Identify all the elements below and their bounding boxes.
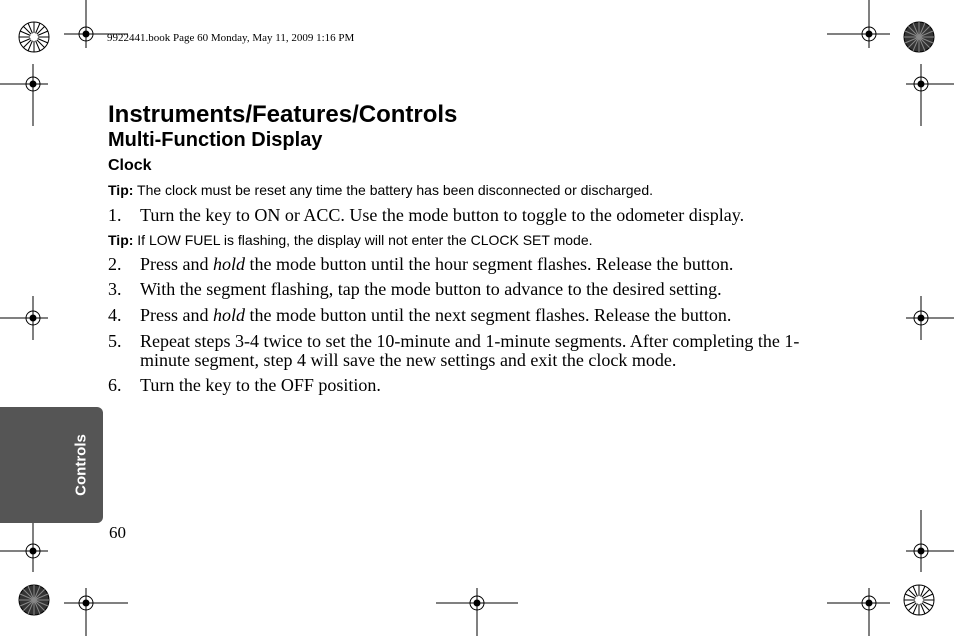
step-item bbox=[108, 280, 848, 299]
step-text: Turn the key to the OFF position. bbox=[140, 375, 381, 395]
crosshair-mark-left-upper bbox=[0, 64, 48, 126]
crosshair-mark-bottom-center bbox=[436, 588, 518, 636]
tip-label: Tip: bbox=[108, 182, 134, 198]
crosshair-mark-bottom-right bbox=[827, 588, 890, 636]
step-text: Repeat steps 3-4 twice to set the 10-minute and 1-minute segments. After completing the 1-minute segment, step 4 will save the new settings and exit the clock mode. bbox=[140, 331, 800, 370]
step-number: 3. bbox=[108, 279, 122, 299]
tip-text: The clock must be reset any time the battery has been disconnected or discharged. bbox=[137, 182, 653, 198]
step-text: Turn the key to ON or ACC. Use the mode button to toggle to the odometer display. bbox=[140, 205, 745, 225]
step-item bbox=[108, 332, 848, 370]
crosshair-mark-left-middle bbox=[0, 296, 48, 340]
book-info-header: 9922441.book Page 60 Monday, May 11, 2009 1:16 PM bbox=[107, 32, 355, 44]
step-number: 6. bbox=[108, 375, 122, 395]
tip-label: Tip: bbox=[108, 232, 134, 248]
tip-battery bbox=[108, 182, 653, 198]
crosshair-mark-bottom-left bbox=[64, 588, 128, 636]
emphasis-hold: hold bbox=[213, 305, 246, 325]
crosshair-mark-top-right bbox=[827, 0, 890, 48]
tip-text: If LOW FUEL is flashing, the display will not enter the CLOCK SET mode. bbox=[137, 232, 593, 248]
step-item bbox=[108, 306, 848, 325]
starburst-mark-top-left bbox=[19, 22, 49, 52]
page-number: 60 bbox=[109, 523, 126, 542]
step-item bbox=[108, 376, 848, 395]
step-text: With the segment flashing, tap the mode button to advance to the desired setting. bbox=[140, 279, 722, 299]
step-number: 2. bbox=[108, 254, 122, 274]
crosshair-mark-right-upper bbox=[906, 64, 954, 126]
section-title: Instruments/Features/Controls bbox=[108, 101, 458, 128]
step-number: 4. bbox=[108, 305, 122, 325]
tip-low-fuel bbox=[108, 232, 593, 248]
step-text: Press and hold the mode button until the next segment flashes. Release the button. bbox=[140, 305, 732, 325]
step-number: 1. bbox=[108, 205, 122, 225]
emphasis-hold: hold bbox=[213, 254, 246, 274]
step-text: Press and hold the mode button until the hour segment flashes. Release the button. bbox=[140, 254, 734, 274]
starburst-mark-top-right bbox=[904, 22, 934, 52]
section-subtitle: Multi-Function Display bbox=[108, 129, 323, 151]
clock-subheading: Clock bbox=[108, 157, 152, 174]
starburst-mark-bottom-left bbox=[19, 585, 49, 615]
crosshair-mark-right-middle bbox=[906, 296, 954, 340]
step-item bbox=[108, 206, 848, 225]
crosshair-mark-right-lower bbox=[906, 510, 954, 572]
starburst-mark-bottom-right bbox=[904, 585, 934, 615]
step-number: 5. bbox=[108, 331, 122, 351]
side-tab-label: Controls bbox=[72, 434, 90, 496]
step-item bbox=[108, 255, 848, 274]
